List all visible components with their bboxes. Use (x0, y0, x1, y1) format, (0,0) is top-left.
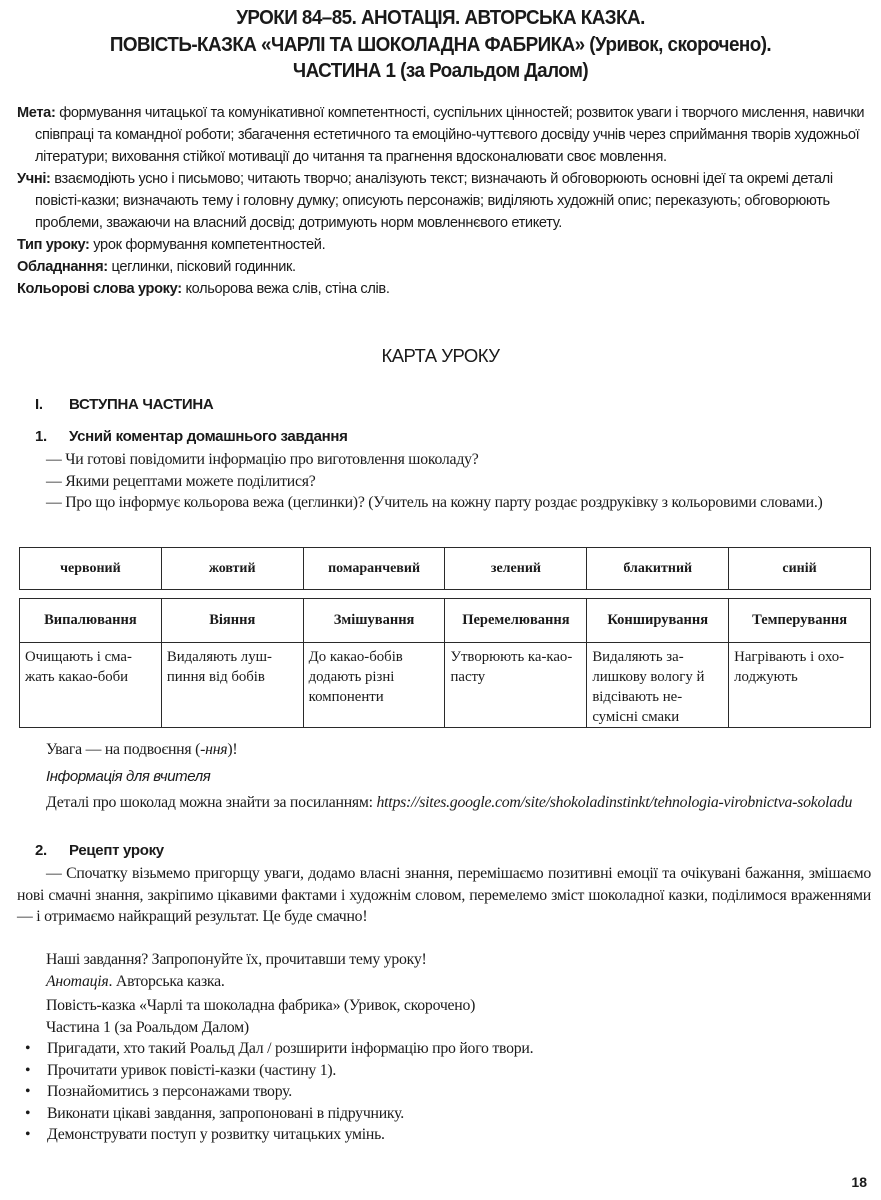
subsection-heading-recipe (35, 842, 164, 859)
lesson-type-text: урок формування компетентностей. (93, 237, 326, 253)
color-cell-blue: синій (729, 548, 871, 590)
lesson-type-paragraph (17, 234, 875, 256)
bullet-icon: • (25, 1126, 31, 1143)
table-row (20, 548, 871, 590)
list-item-text: Прочитати уривок повісті-казки (частину 1). (47, 1061, 337, 1079)
color-words-paragraph (17, 278, 875, 300)
details-paragraph (17, 792, 871, 814)
equipment-text: цеглинки, пісковий годинник. (111, 259, 296, 275)
details-link[interactable]: https://sites.google.com/site/shokoladinstinkt/tehnologia-virobnictva-sokoladu (376, 794, 853, 811)
bullet-icon: • (25, 1040, 31, 1057)
topic-line-3: Частина 1 (за Роальдом Далом) (46, 1018, 249, 1036)
attention-note (17, 739, 871, 761)
section-heading-intro (35, 396, 213, 413)
attention-end: )! (227, 741, 238, 758)
recipe-paragraph (17, 863, 871, 928)
color-cell-red: червоний (20, 548, 162, 590)
section-number: I. (35, 396, 43, 413)
list-item-text: Виконати цікаві завдання, запропоновані в підручнику. (47, 1104, 404, 1122)
chocolate-process-table (19, 598, 871, 728)
question-2: — Якими рецептами можете поділитися? (46, 472, 316, 490)
topic-rest: . Авторська казка. (108, 972, 225, 990)
tasks-block (17, 949, 871, 1038)
topic-line-2: Повість-казка «Чарлі та шоколадна фабрика» (Уривок, скорочено) (46, 997, 476, 1014)
step-header: Змішування (303, 599, 445, 643)
students-text: взаємодіють усно і письмово; читають творчо; аналізують текст; визначають й обговорюють основні ідеї та окремі деталі повісті-казки; визначають тему і головну думку; описують персонажів; виділяють художній опис; переказують; обговорюють проблеми, зважаючи на власний досвід; дотримують норм мовленнєвого етикету. (35, 171, 833, 231)
list-item (22, 1060, 533, 1082)
step-header: Випалювання (20, 599, 162, 643)
lesson-title-line-1: УРОКИ 84–85. АНОТАЦІЯ. АВТОРСЬКА КАЗКА. (236, 6, 645, 29)
details-line (17, 792, 871, 814)
lesson-goals-list (22, 1038, 533, 1146)
recipe-text: — Спочатку візьмемо пригорщу уваги, додамо власні знання, перемішаємо позитивні емоції та очікувані бажання, змішаємо нові смачні знання, закріпимо цікавими фактами і художнім словом, перемелемо зміст шоколадної казки, поділимося враженнями — і отримаємо найкращий результат. Це буде смачно! (17, 865, 871, 925)
list-item-text: Демонструвати поступ у розвитку читацьких умінь. (47, 1126, 385, 1143)
lesson-type-label: Тип уроку: (17, 237, 90, 253)
step-header: Темперування (729, 599, 871, 643)
subsection-number: 1. (35, 428, 47, 445)
step-header: Перемелювання (445, 599, 587, 643)
details-text: Деталі про шоколад можна знайти за посиланням: (46, 794, 377, 811)
step-description: Видаляють за-лишкову вологу й відсівають не-сумісні смаки (587, 643, 729, 728)
goal-text: формування читацької та комунікативної компетентності, суспільних цінностей; розвиток уваги і творчого мислення, навички співпраці та командної роботи; збагачення естетичного та емоційно-чуттєвого досвіду учнів через сприймання творів художньої літератури; виховання стійкої мотивації до читання та прагнення вдосконалювати своє мовлення. (35, 105, 865, 165)
color-words-table (19, 547, 871, 590)
color-cell-yellow: жовтий (161, 548, 303, 590)
step-description: Видаляють луш-пиння від бобів (161, 643, 303, 728)
color-words-label: Кольорові слова уроку: (17, 281, 182, 297)
step-header: Віяння (161, 599, 303, 643)
subsection-number: 2. (35, 842, 47, 859)
attention-text: Увага — на подвоєння ( (46, 741, 201, 758)
subsection-heading-homework (35, 428, 348, 445)
teacher-info-label: Інформація для вчителя (46, 768, 211, 785)
color-cell-green: зелений (445, 548, 587, 590)
step-description: Утворюють ка-као-пасту (445, 643, 587, 728)
topic-italic: Анотація (46, 972, 109, 990)
bullet-icon: • (25, 1061, 31, 1079)
step-description: Нагрівають і охо-лоджують (729, 643, 871, 728)
lesson-map-title: КАРТА УРОКУ (381, 345, 500, 366)
lesson-title-line-2: ПОВІСТЬ-КАЗКА «ЧАРЛІ ТА ШОКОЛАДНА ФАБРИКА» (Уривок, скорочено). (109, 33, 772, 56)
table-header-row (20, 599, 871, 643)
tasks-prompt: Наші завдання? Запропонуйте їх, прочитавши тему уроку! (46, 951, 427, 968)
topic-line-1 (17, 971, 871, 993)
attention-suffix: -ння (200, 741, 228, 758)
homework-questions (17, 449, 871, 514)
subsection-title: Рецепт уроку (69, 842, 164, 859)
list-item (22, 1081, 533, 1103)
students-paragraph (17, 168, 875, 234)
lesson-meta (17, 102, 875, 300)
lesson-title-line-3: ЧАСТИНА 1 (за Роальдом Далом) (292, 59, 589, 82)
attention-line (17, 739, 871, 761)
bullet-icon: • (25, 1083, 31, 1100)
step-description: До какао-бобів додають різні компоненти (303, 643, 445, 728)
color-words-text: кольорова вежа слів, стіна слів. (185, 281, 390, 297)
goal-label: Мета: (17, 105, 56, 121)
list-item (22, 1124, 533, 1146)
table-row (20, 643, 871, 728)
subsection-title: Усний коментар домашнього завдання (69, 428, 348, 445)
equipment-label: Обладнання: (17, 259, 108, 275)
list-item (22, 1103, 533, 1125)
goal-paragraph (17, 102, 875, 168)
step-description: Очищають і сма-жать какао-боби (20, 643, 162, 728)
question-3: — Про що інформує кольорова вежа (цеглинки)? (Учитель на кожну парту роздає роздруківку з кольоровими словами.) (46, 494, 823, 511)
page-number: 18 (851, 1174, 867, 1190)
bullet-icon: • (25, 1104, 31, 1122)
list-item-text: Пригадати, хто такий Роальд Дал / розширити інформацію про його твори. (47, 1040, 534, 1057)
list-item-text: Познайомитись з персонажами твору. (47, 1083, 292, 1100)
list-item (22, 1038, 533, 1060)
equipment-paragraph (17, 256, 875, 278)
color-cell-light-blue: блакитний (587, 548, 729, 590)
question-1: — Чи готові повідомити інформацію про виготовлення шоколаду? (46, 451, 479, 468)
step-header: Конширування (587, 599, 729, 643)
students-label: Учні: (17, 171, 51, 187)
section-title: ВСТУПНА ЧАСТИНА (69, 396, 214, 413)
color-cell-orange: помаранчевий (303, 548, 445, 590)
